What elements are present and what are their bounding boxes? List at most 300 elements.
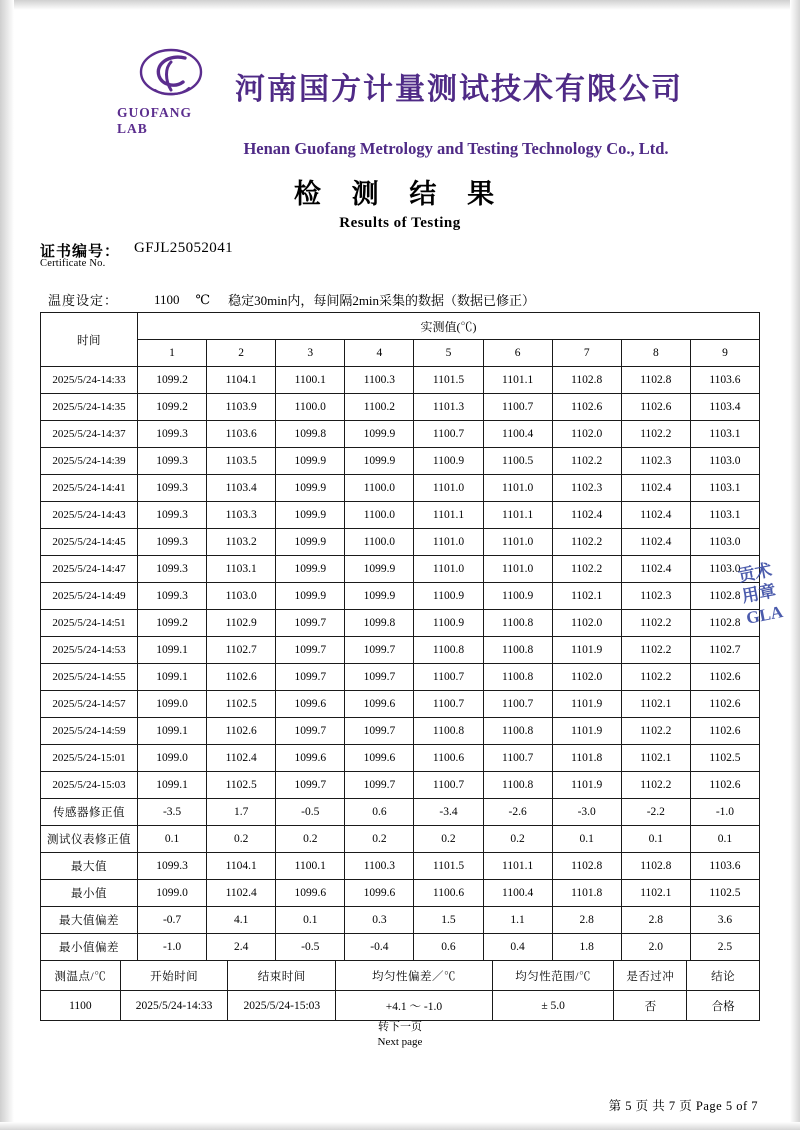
cell-value: 1100.0 — [345, 502, 414, 529]
table-row — [41, 529, 760, 556]
cell-value: 1102.8 — [621, 367, 690, 394]
cell-value: 1099.6 — [345, 691, 414, 718]
summary-value-cell: 合格 — [687, 991, 760, 1021]
cell-value: 1099.3 — [138, 475, 207, 502]
setting-unit: ℃ — [195, 291, 211, 307]
table-row — [41, 475, 760, 502]
cell-stat-value: -0.5 — [276, 934, 345, 961]
cell-value: 1102.7 — [207, 637, 276, 664]
cell-stat-value: 1102.8 — [552, 853, 621, 880]
table-row — [41, 610, 760, 637]
cell-value: 1101.0 — [414, 556, 483, 583]
cell-value: 1099.9 — [345, 448, 414, 475]
cell-value: 1102.2 — [621, 772, 690, 799]
cell-value: 1102.1 — [621, 691, 690, 718]
cell-value: 1099.7 — [276, 664, 345, 691]
summary-value-row — [41, 991, 760, 1021]
cell-value: 1100.7 — [483, 691, 552, 718]
cell-stat-value: 1103.6 — [690, 853, 759, 880]
cell-value: 1099.9 — [345, 421, 414, 448]
cell-time: 2025/5/24-14:33 — [41, 367, 138, 394]
cell-stat-value: 1099.6 — [276, 880, 345, 907]
page-title-en: Results of Testing — [339, 215, 461, 231]
cell-value: 1101.1 — [483, 502, 552, 529]
cell-value: 1099.3 — [138, 448, 207, 475]
cell-time: 2025/5/24-14:51 — [41, 610, 138, 637]
cell-value: 1099.9 — [276, 556, 345, 583]
cell-time: 2025/5/24-14:43 — [41, 502, 138, 529]
cell-value: 1102.3 — [621, 448, 690, 475]
cell-value: 1102.6 — [621, 394, 690, 421]
cell-value: 1102.5 — [690, 745, 759, 772]
cell-value: 1099.7 — [345, 664, 414, 691]
cell-stat-value: -0.7 — [138, 907, 207, 934]
cell-value: 1102.7 — [690, 637, 759, 664]
summary-table-body — [41, 961, 760, 1021]
cell-value: 1100.7 — [414, 772, 483, 799]
cell-value: 1099.2 — [138, 367, 207, 394]
cell-value: 1103.0 — [690, 448, 759, 475]
cell-stat-value: 3.6 — [690, 907, 759, 934]
stamp-line-1: 贡术 — [736, 560, 774, 586]
cell-value: 1099.7 — [276, 637, 345, 664]
cell-value: 1101.9 — [552, 772, 621, 799]
cell-stat-value: 1.5 — [414, 907, 483, 934]
stamp-line-3: GLA — [744, 601, 785, 628]
cell-stat-value: 1102.8 — [621, 853, 690, 880]
cell-value: 1101.0 — [483, 556, 552, 583]
table-row — [41, 745, 760, 772]
cell-time: 2025/5/24-14:37 — [41, 421, 138, 448]
setting-note: 稳定30min内，每间隔2min采集的数据（数据已修正） — [228, 293, 536, 308]
cell-value: 1100.8 — [483, 664, 552, 691]
cell-stat-value: 1102.4 — [207, 880, 276, 907]
cell-value: 1099.6 — [345, 745, 414, 772]
cell-stat-value: 0.2 — [483, 826, 552, 853]
table-row — [41, 718, 760, 745]
logo-text: GUOFANG LAB — [117, 105, 192, 136]
cell-stat-value: 2.8 — [552, 907, 621, 934]
cell-value: 1099.3 — [138, 583, 207, 610]
cell-value: 1102.4 — [621, 556, 690, 583]
cell-stat-value: 2.8 — [621, 907, 690, 934]
cell-value: 1099.1 — [138, 772, 207, 799]
table-stat-row — [41, 853, 760, 880]
header-time: 时间 — [41, 313, 138, 367]
measurement-table — [40, 312, 760, 961]
cell-value: 1101.0 — [414, 475, 483, 502]
table-row — [41, 664, 760, 691]
cell-value: 1103.5 — [207, 448, 276, 475]
header-col-3: 3 — [276, 340, 345, 367]
cell-stat-value: -3.0 — [552, 799, 621, 826]
cell-stat-value: -3.4 — [414, 799, 483, 826]
temperature-setting-line — [48, 290, 535, 309]
cell-stat-value: 1104.1 — [207, 853, 276, 880]
cell-value: 1103.9 — [207, 394, 276, 421]
summary-value-cell: 否 — [614, 991, 687, 1021]
cell-value: 1099.7 — [345, 637, 414, 664]
cell-time: 2025/5/24-14:59 — [41, 718, 138, 745]
header-col-7: 7 — [552, 340, 621, 367]
cell-value: 1100.7 — [414, 421, 483, 448]
cell-value: 1103.6 — [207, 421, 276, 448]
cell-value: 1102.8 — [690, 583, 759, 610]
cell-time: 2025/5/24-14:41 — [41, 475, 138, 502]
cell-value: 1099.8 — [276, 421, 345, 448]
cell-stat-value: 1102.1 — [621, 880, 690, 907]
cell-stat-value: 0.2 — [207, 826, 276, 853]
cell-value: 1100.7 — [483, 394, 552, 421]
cell-stat-value: 1099.0 — [138, 880, 207, 907]
summary-value-cell: 2025/5/24-15:03 — [228, 991, 336, 1021]
cell-stat-value: 0.1 — [276, 907, 345, 934]
cell-stat-value: 2.5 — [690, 934, 759, 961]
header-col-5: 5 — [414, 340, 483, 367]
cell-stat-value: 0.2 — [345, 826, 414, 853]
table-row — [41, 583, 760, 610]
cell-value: 1102.9 — [207, 610, 276, 637]
cell-stat-value: 0.6 — [414, 934, 483, 961]
header-col-2: 2 — [207, 340, 276, 367]
next-page-en: Next page — [377, 1035, 423, 1048]
cell-stat-label: 最大值偏差 — [41, 907, 138, 934]
cell-value: 1099.3 — [138, 556, 207, 583]
cell-stat-value: -1.0 — [138, 934, 207, 961]
page-edge-bottom — [0, 1122, 800, 1130]
summary-header-cell: 均匀性范围/℃ — [492, 961, 614, 991]
cell-value: 1103.1 — [690, 421, 759, 448]
cell-value: 1102.2 — [621, 421, 690, 448]
summary-table — [40, 960, 760, 1021]
cell-value: 1102.3 — [621, 583, 690, 610]
cell-value: 1099.9 — [276, 502, 345, 529]
cell-value: 1099.7 — [345, 718, 414, 745]
cell-value: 1100.8 — [483, 610, 552, 637]
cell-value: 1100.9 — [483, 583, 552, 610]
cell-value: 1103.6 — [690, 367, 759, 394]
cell-value: 1102.6 — [690, 772, 759, 799]
page-title — [0, 172, 800, 232]
table-stat-row — [41, 799, 760, 826]
page-edge-top — [0, 0, 800, 10]
cell-value: 1100.8 — [483, 637, 552, 664]
cell-stat-value: 1.1 — [483, 907, 552, 934]
table-row — [41, 394, 760, 421]
next-page-note — [0, 1020, 800, 1050]
cell-stat-value: 1100.1 — [276, 853, 345, 880]
cell-value: 1099.3 — [138, 502, 207, 529]
table-row — [41, 637, 760, 664]
cell-value: 1099.7 — [276, 772, 345, 799]
company-logo — [117, 44, 225, 137]
cell-value: 1099.2 — [138, 394, 207, 421]
cell-stat-value: -3.5 — [138, 799, 207, 826]
cell-stat-value: 4.1 — [207, 907, 276, 934]
cell-time: 2025/5/24-14:35 — [41, 394, 138, 421]
cell-stat-value: 0.1 — [690, 826, 759, 853]
cell-time: 2025/5/24-14:45 — [41, 529, 138, 556]
cell-value: 1100.7 — [414, 664, 483, 691]
cell-value: 1099.1 — [138, 637, 207, 664]
summary-header-cell: 测温点/℃ — [41, 961, 121, 991]
header-col-6: 6 — [483, 340, 552, 367]
cell-value: 1101.0 — [414, 529, 483, 556]
cell-value: 1102.4 — [621, 502, 690, 529]
cell-time: 2025/5/24-14:47 — [41, 556, 138, 583]
cell-value: 1102.1 — [621, 745, 690, 772]
cell-stat-value: 0.1 — [621, 826, 690, 853]
cell-value: 1102.2 — [621, 637, 690, 664]
summary-value-cell: ± 5.0 — [492, 991, 614, 1021]
cell-stat-value: 1101.1 — [483, 853, 552, 880]
cell-value: 1100.8 — [483, 718, 552, 745]
cell-value: 1100.7 — [483, 745, 552, 772]
table-stat-row — [41, 826, 760, 853]
table-row — [41, 772, 760, 799]
cell-stat-value: 1.7 — [207, 799, 276, 826]
cell-value: 1102.0 — [552, 610, 621, 637]
certificate-label-cn: 证书编号： — [40, 244, 121, 260]
cell-stat-value: 1102.5 — [690, 880, 759, 907]
cell-value: 1101.5 — [414, 367, 483, 394]
cell-value: 1100.9 — [414, 583, 483, 610]
header-col-8: 8 — [621, 340, 690, 367]
cell-value: 1100.7 — [414, 691, 483, 718]
cell-stat-value: 1100.3 — [345, 853, 414, 880]
cell-value: 1101.8 — [552, 745, 621, 772]
cell-value: 1101.1 — [483, 367, 552, 394]
cell-time: 2025/5/24-14:57 — [41, 691, 138, 718]
table-row — [41, 556, 760, 583]
cell-stat-value: 1099.3 — [138, 853, 207, 880]
stamp-line-2: 用章 — [740, 581, 778, 607]
table-row — [41, 448, 760, 475]
cell-value: 1102.6 — [690, 664, 759, 691]
table-header-row-1 — [41, 313, 760, 340]
summary-header-cell: 开始时间 — [120, 961, 228, 991]
cell-value: 1100.0 — [276, 394, 345, 421]
cell-value: 1099.9 — [276, 475, 345, 502]
cell-value: 1102.6 — [207, 664, 276, 691]
setting-label: 温度设定： — [48, 293, 119, 308]
cell-value: 1100.8 — [414, 637, 483, 664]
certificate-number-value: GFJL25052041 — [134, 240, 233, 256]
cell-value: 1099.1 — [138, 718, 207, 745]
cell-stat-value: 0.3 — [345, 907, 414, 934]
cell-value: 1099.9 — [276, 529, 345, 556]
cell-value: 1099.3 — [138, 421, 207, 448]
cell-stat-value: 1101.5 — [414, 853, 483, 880]
cell-value: 1102.3 — [552, 475, 621, 502]
summary-header-cell: 是否过冲 — [614, 961, 687, 991]
summary-value-cell: 1100 — [41, 991, 121, 1021]
cell-value: 1103.0 — [690, 556, 759, 583]
page-title-cn: 检 测 结 果 — [293, 179, 507, 209]
cell-value: 1101.9 — [552, 718, 621, 745]
cell-stat-label: 最小值 — [41, 880, 138, 907]
cell-stat-value: 0.1 — [138, 826, 207, 853]
cell-value: 1099.9 — [276, 583, 345, 610]
table-row — [41, 691, 760, 718]
cell-value: 1099.2 — [138, 610, 207, 637]
cell-value: 1099.9 — [276, 448, 345, 475]
cell-value: 1101.1 — [414, 502, 483, 529]
cell-time: 2025/5/24-15:03 — [41, 772, 138, 799]
table-stat-row — [41, 934, 760, 961]
cell-value: 1103.1 — [207, 556, 276, 583]
cell-stat-value: 2.0 — [621, 934, 690, 961]
cell-stat-value: 0.2 — [414, 826, 483, 853]
cell-value: 1102.6 — [207, 718, 276, 745]
cell-value: 1099.9 — [345, 556, 414, 583]
table-header-row-2 — [41, 340, 760, 367]
cell-value: 1099.8 — [345, 610, 414, 637]
measurement-table-body — [41, 367, 760, 961]
certificate-label-en: Certificate No. — [40, 258, 106, 269]
cell-value: 1100.9 — [414, 610, 483, 637]
cell-value: 1099.6 — [276, 691, 345, 718]
next-page-cn: 转下一页 — [378, 1021, 422, 1033]
table-row — [41, 502, 760, 529]
cell-stat-value: -2.6 — [483, 799, 552, 826]
cell-stat-value: 1.8 — [552, 934, 621, 961]
cell-value: 1102.2 — [552, 529, 621, 556]
cell-value: 1099.6 — [276, 745, 345, 772]
table-row — [41, 421, 760, 448]
cell-value: 1102.8 — [690, 610, 759, 637]
cell-value: 1100.2 — [345, 394, 414, 421]
header-col-1: 1 — [138, 340, 207, 367]
cell-value: 1103.0 — [207, 583, 276, 610]
cell-time: 2025/5/24-14:49 — [41, 583, 138, 610]
company-name-cn: 河南国方计量测试技术有限公司 — [235, 73, 683, 107]
cell-stat-value: 1099.6 — [345, 880, 414, 907]
cell-value: 1101.9 — [552, 691, 621, 718]
table-stat-row — [41, 880, 760, 907]
page-edge-right — [790, 0, 800, 1130]
cell-stat-label: 最小值偏差 — [41, 934, 138, 961]
cell-value: 1101.3 — [414, 394, 483, 421]
cell-value: 1102.2 — [621, 718, 690, 745]
cell-stat-value: -1.0 — [690, 799, 759, 826]
cell-stat-label: 测试仪表修正值 — [41, 826, 138, 853]
cell-stat-value: 1101.8 — [552, 880, 621, 907]
cell-value: 1100.3 — [345, 367, 414, 394]
cell-stat-label: 传感器修正值 — [41, 799, 138, 826]
cell-value: 1100.5 — [483, 448, 552, 475]
cell-value: 1100.0 — [345, 529, 414, 556]
cell-stat-value: 2.4 — [207, 934, 276, 961]
cell-value: 1102.8 — [552, 367, 621, 394]
cell-value: 1099.0 — [138, 691, 207, 718]
cell-value: 1102.5 — [207, 772, 276, 799]
cell-time: 2025/5/24-14:53 — [41, 637, 138, 664]
cell-value: 1101.0 — [483, 475, 552, 502]
cell-value: 1103.0 — [690, 529, 759, 556]
document-header — [0, 44, 800, 159]
cell-stat-value: 0.6 — [345, 799, 414, 826]
cell-value: 1103.3 — [207, 502, 276, 529]
cell-value: 1099.7 — [345, 772, 414, 799]
cell-value: 1100.4 — [483, 421, 552, 448]
cell-stat-label: 最大值 — [41, 853, 138, 880]
cell-stat-value: -0.5 — [276, 799, 345, 826]
cell-value: 1101.9 — [552, 637, 621, 664]
cell-stat-value: 0.4 — [483, 934, 552, 961]
cell-value: 1102.0 — [552, 421, 621, 448]
cell-time: 2025/5/24-15:01 — [41, 745, 138, 772]
cell-value: 1100.9 — [414, 448, 483, 475]
header-col-4: 4 — [345, 340, 414, 367]
cell-stat-value: 0.2 — [276, 826, 345, 853]
cell-value: 1099.7 — [276, 718, 345, 745]
summary-header-cell: 结束时间 — [228, 961, 336, 991]
summary-header-row — [41, 961, 760, 991]
cell-value: 1103.1 — [690, 502, 759, 529]
cell-value: 1099.0 — [138, 745, 207, 772]
cell-value: 1102.4 — [552, 502, 621, 529]
page-footer: 第 5 页 共 7 页 Page 5 of 7 — [608, 1099, 758, 1113]
cell-value: 1102.6 — [690, 718, 759, 745]
cell-value: 1101.0 — [483, 529, 552, 556]
cell-stat-value: -0.4 — [345, 934, 414, 961]
cell-value: 1102.4 — [207, 745, 276, 772]
summary-header-cell: 结论 — [687, 961, 760, 991]
header-measured: 实测值(℃) — [138, 313, 760, 340]
cell-value: 1104.1 — [207, 367, 276, 394]
cell-stat-value: -2.2 — [621, 799, 690, 826]
cell-value: 1102.2 — [621, 610, 690, 637]
cell-value: 1102.2 — [552, 448, 621, 475]
cell-value: 1102.4 — [621, 529, 690, 556]
cell-value: 1102.1 — [552, 583, 621, 610]
cell-value: 1099.9 — [345, 583, 414, 610]
cell-value: 1102.2 — [552, 556, 621, 583]
cell-value: 1100.8 — [414, 718, 483, 745]
cell-value: 1103.1 — [690, 475, 759, 502]
cell-value: 1099.1 — [138, 664, 207, 691]
cell-value: 1100.1 — [276, 367, 345, 394]
cell-value: 1102.6 — [552, 394, 621, 421]
logo-glyph-icon — [135, 44, 207, 104]
cell-value: 1100.0 — [345, 475, 414, 502]
summary-value-cell: 2025/5/24-14:33 — [120, 991, 228, 1021]
cell-stat-value: 1100.6 — [414, 880, 483, 907]
cell-time: 2025/5/24-14:55 — [41, 664, 138, 691]
company-name-en: Henan Guofang Metrology and Testing Technology Co., Ltd. — [243, 139, 669, 158]
cell-value: 1100.6 — [414, 745, 483, 772]
cell-value: 1099.3 — [138, 529, 207, 556]
header-row — [117, 44, 683, 137]
setting-value: 1100 — [154, 291, 180, 307]
cell-value: 1102.6 — [690, 691, 759, 718]
page-edge-left — [0, 0, 14, 1130]
table-stat-row — [41, 907, 760, 934]
summary-header-cell: 均匀性偏差／℃ — [336, 961, 493, 991]
table-row — [41, 367, 760, 394]
cell-value: 1103.4 — [207, 475, 276, 502]
certificate-number-block — [40, 240, 233, 269]
cell-value: 1099.7 — [276, 610, 345, 637]
cell-value: 1102.0 — [552, 664, 621, 691]
summary-value-cell: +4.1 ～ -1.0 — [336, 991, 493, 1021]
cell-value: 1102.4 — [621, 475, 690, 502]
cell-value: 1102.2 — [621, 664, 690, 691]
header-col-9: 9 — [690, 340, 759, 367]
cell-value: 1100.8 — [483, 772, 552, 799]
cell-stat-value: 1100.4 — [483, 880, 552, 907]
